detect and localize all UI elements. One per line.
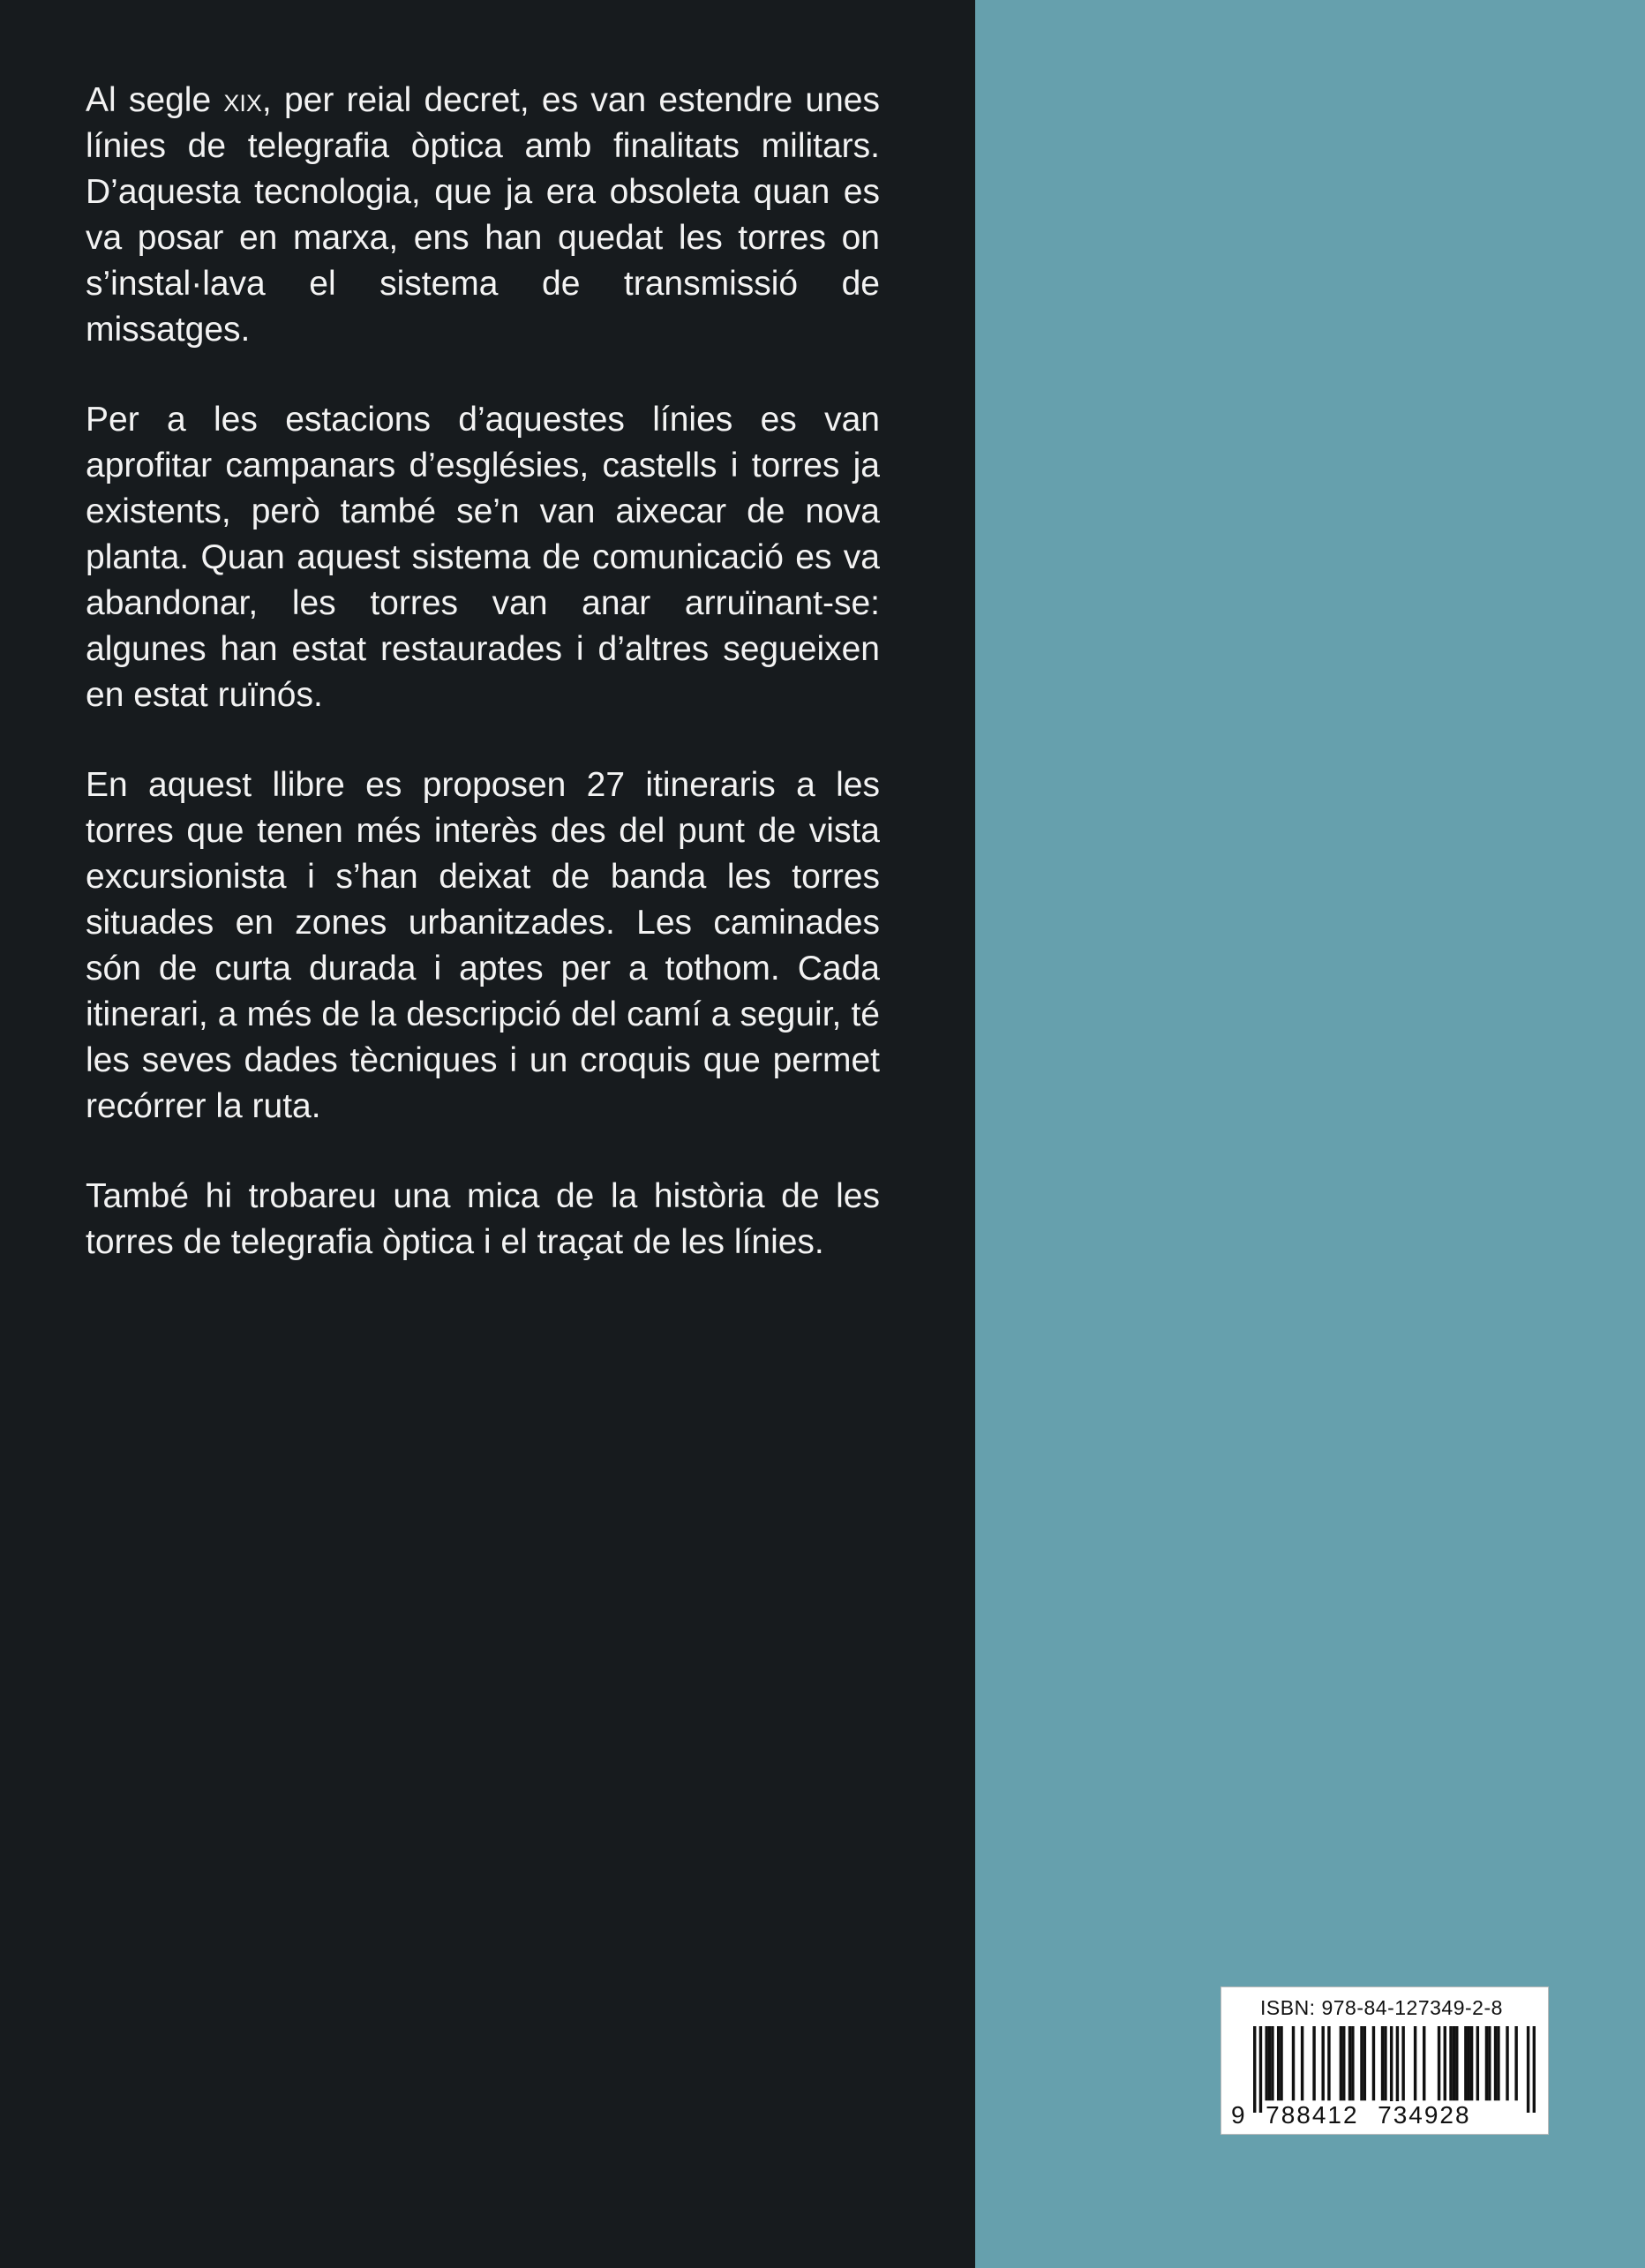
- barcode-bar: [1348, 2026, 1351, 2100]
- barcode-digits: [1230, 2101, 1539, 2129]
- barcode-bar: [1372, 2026, 1375, 2100]
- barcode-bar: [1277, 2026, 1280, 2100]
- barcode-bar: [1327, 2026, 1330, 2100]
- barcode-bar: [1342, 2026, 1345, 2100]
- barcode-bar: [1401, 2026, 1404, 2100]
- barcode-bar: [1497, 2026, 1499, 2100]
- barcode-bar: [1280, 2026, 1282, 2100]
- barcode-bar: [1363, 2026, 1366, 2100]
- barcode-digits-right: 734928: [1378, 2101, 1471, 2129]
- barcode-bar: [1506, 2026, 1508, 2100]
- isbn-barcode: [1221, 1986, 1549, 2135]
- barcode-bar: [1340, 2026, 1342, 2100]
- blurb-paragraph-4: També hi trobareu una mica de la història de les torres de telegrafia òptica i el traçat de les línies.: [86, 1177, 880, 1261]
- barcode-bar: [1485, 2026, 1488, 2100]
- barcode-digit-first: 9: [1231, 2101, 1247, 2129]
- barcode-bar: [1271, 2026, 1273, 2100]
- barcode-bar: [1533, 2026, 1536, 2113]
- barcode-bar: [1527, 2026, 1529, 2113]
- barcode-bar: [1414, 2026, 1416, 2100]
- barcode-bar: [1351, 2026, 1354, 2100]
- barcode-bar: [1449, 2026, 1452, 2100]
- barcode-digits-left: 788412: [1266, 2101, 1359, 2129]
- blurb-p1-start: Al segle: [86, 81, 224, 119]
- blurb-paragraph-2: Per a les estacions d’aquestes línies es van aprofitar campanars d’esglésies, castells i torres ja existents, però també se’n van aixecar de nova planta. Quan aquest sistema de comunicació es va abandonar, les torres van anar arruïnant-se: algunes han estat restaurades i d’altres segueixen en estat ruïnós.: [86, 401, 880, 714]
- barcode-bar: [1312, 2026, 1315, 2100]
- barcode-bar: [1488, 2026, 1491, 2100]
- barcode-bar: [1292, 2026, 1295, 2100]
- blurb-p1-rest: , per reial decret, es van estendre unes línies de telegrafia òptica amb finalitats militars. D’aquesta tecnologia, que ja era obsoleta quan es va posar en marxa, ens han quedat les torres on s’instal·lava el sistema de transmissió de missatges.: [86, 81, 880, 349]
- barcode-bar: [1423, 2026, 1425, 2100]
- barcode-bar: [1381, 2026, 1384, 2100]
- barcode-bar: [1268, 2026, 1271, 2100]
- blurb-paragraph-3: En aquest llibre es proposen 27 itineraris a les torres que tenen més interès des del punt de vista excursionista i s’han deixat de banda les torres situades en zones urbanitzades. Les caminades són de curta durada i aptes per a tothom. Cada itinerari, a més de la descripció del camí a seguir, té les seves dades tècniques i un croquis que permet recórrer la ruta.: [86, 766, 880, 1125]
- blurb-text: [86, 78, 880, 1310]
- barcode-bar: [1455, 2026, 1458, 2100]
- barcode-bar: [1253, 2026, 1256, 2113]
- barcode-bar: [1464, 2026, 1467, 2100]
- barcode-bar: [1259, 2026, 1262, 2113]
- barcode-bar: [1453, 2026, 1455, 2100]
- barcode-bar: [1321, 2026, 1324, 2100]
- century-numeral: xix: [223, 81, 262, 119]
- barcode-bar: [1438, 2026, 1440, 2100]
- barcode-bar: [1384, 2026, 1386, 2100]
- barcode-bar: [1444, 2026, 1446, 2100]
- blurb-paragraph-1: [86, 78, 880, 353]
- barcode-bar: [1494, 2026, 1497, 2100]
- barcode-bars: [1253, 2026, 1536, 2113]
- barcode-bar: [1468, 2026, 1470, 2100]
- barcode-bar: [1265, 2026, 1267, 2100]
- barcode-bar: [1396, 2026, 1399, 2113]
- barcode-bar: [1476, 2026, 1479, 2100]
- isbn-label: ISBN: 978-84-127349-2-8: [1260, 1996, 1503, 2019]
- barcode-bar: [1301, 2026, 1303, 2100]
- barcode-bar: [1360, 2026, 1363, 2100]
- back-cover-blue-panel: [975, 0, 1645, 2268]
- barcode-bar: [1390, 2026, 1393, 2113]
- barcode-bar: [1470, 2026, 1473, 2100]
- barcode-bar: [1514, 2026, 1517, 2100]
